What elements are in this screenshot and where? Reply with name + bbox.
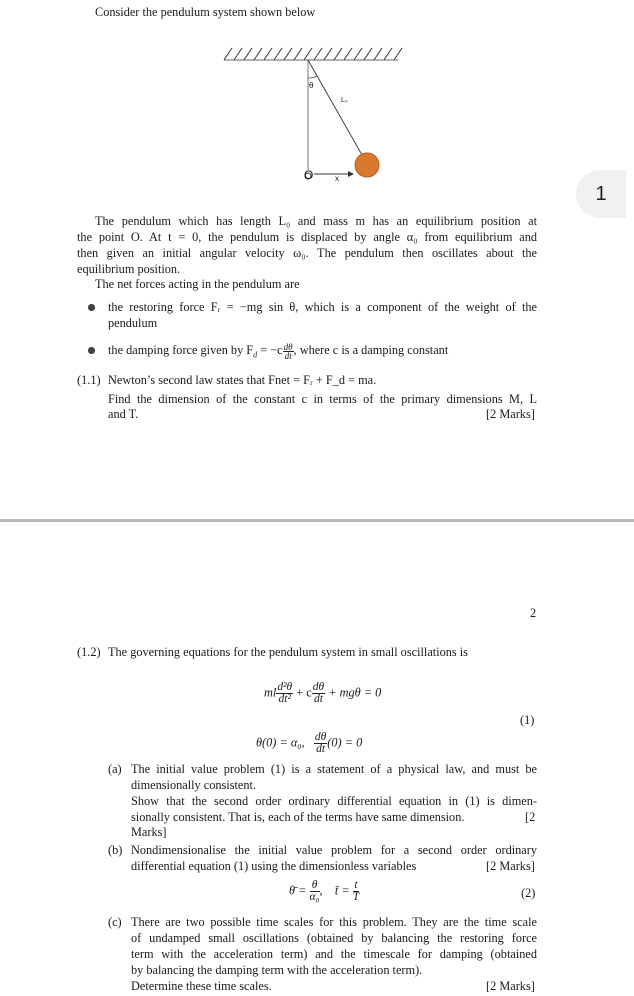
bullet-2-mid: = −c: [257, 343, 283, 357]
q11-line-1: Newton’s second law states that Fnet = Fᵣ + F_d = ma.: [108, 373, 377, 387]
bullet-2: [108, 342, 448, 363]
page-indicator-badge: 1: [576, 170, 626, 218]
eq1-ml: ml: [264, 685, 277, 700]
part-c-line-1: There are two possible time scales for this problem. They are the time scale: [131, 915, 537, 929]
eq2-num-1: θ: [310, 880, 320, 892]
eq1-frac-1: [276, 682, 293, 705]
eq2-frac-2: [353, 880, 359, 903]
equation-2: [289, 880, 359, 903]
part-c-line-3: term with the acceleration term) and the timescale for damping (obtained: [131, 947, 537, 961]
eq1-label: (1): [520, 713, 535, 727]
eq1-den-2: dt: [313, 693, 323, 705]
eq2-num-2: t: [354, 879, 358, 891]
part-c-label: (c): [108, 915, 122, 929]
bullet-1-line-2: pendulum: [108, 316, 158, 330]
eq1-den-1: dt²: [278, 693, 291, 705]
equation-1: [264, 682, 381, 705]
part-b-label: (b): [108, 843, 123, 857]
part-b-line-1: Nondimensionalise the initial value problem for a second order ordinary: [131, 843, 537, 857]
para-line-3: then given an initial angular velocity ω₀. The pendulum then oscillates about the: [77, 246, 537, 260]
q11-line-3: and T.: [108, 407, 139, 421]
ic-right: (0) = 0: [327, 735, 363, 750]
bullet-dot-2: [88, 347, 95, 354]
eq1-rest: + mgθ = 0: [328, 685, 382, 700]
ceiling-hatching: [224, 48, 402, 60]
eq2-tbar: t̄ =: [334, 883, 350, 898]
initial-conditions: [256, 732, 362, 755]
part-b-line-2: differential equation (1) using the dimensionless variables: [131, 859, 417, 873]
theta-label: θ: [309, 81, 314, 90]
part-a-line-2: dimensionally consistent.: [131, 778, 257, 792]
q12-text: The governing equations for the pendulum system in small oscillations is: [108, 645, 468, 659]
eq2-thbar: θ̄ =: [289, 883, 307, 898]
length-label: L₀: [341, 97, 348, 104]
eq1-num-2: dθ: [312, 681, 325, 693]
x-label: x: [335, 174, 339, 183]
eq2-frac-1: [310, 880, 320, 903]
bullet-dot-1: [88, 304, 95, 311]
eq1-num-1: d²θ: [277, 681, 293, 693]
bullet-2-sub: d: [253, 350, 258, 360]
bullet-2-pre: the damping force given by F: [108, 343, 254, 357]
ic-left: θ(0) = α₀,: [256, 735, 305, 750]
page-number: 2: [530, 606, 537, 620]
part-c-marks: [2 Marks]: [486, 979, 535, 993]
intro-text: Consider the pendulum system shown below: [95, 5, 316, 19]
part-c-line-5: Determine these time scales.: [131, 979, 272, 993]
part-b-marks: [2 Marks]: [486, 859, 535, 873]
angle-arc: [308, 76, 317, 78]
bullet-2-num: dθ: [283, 341, 293, 352]
origin-label: O: [304, 168, 314, 182]
q12-number: (1.2): [77, 645, 101, 659]
part-c-line-2: of undamped small oscillations (obtained by balancing the restoring force: [131, 931, 537, 945]
eq2-den-2: T: [352, 891, 360, 903]
part-a-line-4: sionally consistent. That is, each of the terms have same dimension.: [131, 810, 465, 824]
eq2-label: (2): [521, 886, 536, 900]
pendulum-string: [308, 60, 366, 162]
pendulum-bob: [355, 153, 379, 177]
page-2: [0, 522, 634, 996]
bullet-2-post: , where c is a damping constant: [293, 343, 449, 357]
ic-den: dt: [316, 743, 326, 755]
part-a-line-3: Show that the second order ordinary differential equation in (1) is dimen-: [131, 794, 537, 808]
ic-frac: [314, 732, 327, 755]
part-c-line-4: by balancing the damping term with the acceleration term).: [131, 963, 423, 977]
para-line-1: The pendulum which has length L₀ and mass m has an equilibrium position at: [95, 214, 537, 228]
bullet-2-fraction: [283, 343, 294, 360]
q11-marks: [2 Marks]: [486, 407, 535, 421]
q11-line-2: Find the dimension of the constant c in terms of the primary dimensions M, L: [108, 392, 537, 406]
part-a-line-1: The initial value problem (1) is a statement of a physical law, and must be: [131, 762, 537, 776]
q11-number: (1.1): [77, 373, 101, 387]
ic-num: dθ: [314, 731, 327, 743]
para-line-5: The net forces acting in the pendulum are: [95, 277, 300, 291]
para-line-4: equilibrium position.: [77, 262, 181, 276]
part-a-line-5: Marks]: [131, 825, 167, 839]
bullet-1-line-1: the restoring force Fᵣ = −mg sin θ, which is a component of the weight of the: [108, 300, 537, 314]
eq2-den-1: α₀: [309, 891, 320, 903]
eq2-comma: ,: [319, 883, 323, 898]
eq1-plus-c: + c: [296, 685, 312, 700]
eq1-frac-2: [312, 682, 325, 705]
part-a-label: (a): [108, 762, 122, 776]
part-a-line-4-marks: [2: [525, 810, 536, 824]
para-line-2: the point O. At t = 0, the pendulum is displaced by angle α₀ from equilibrium and: [77, 230, 537, 244]
bullet-2-den: dt: [284, 350, 292, 361]
